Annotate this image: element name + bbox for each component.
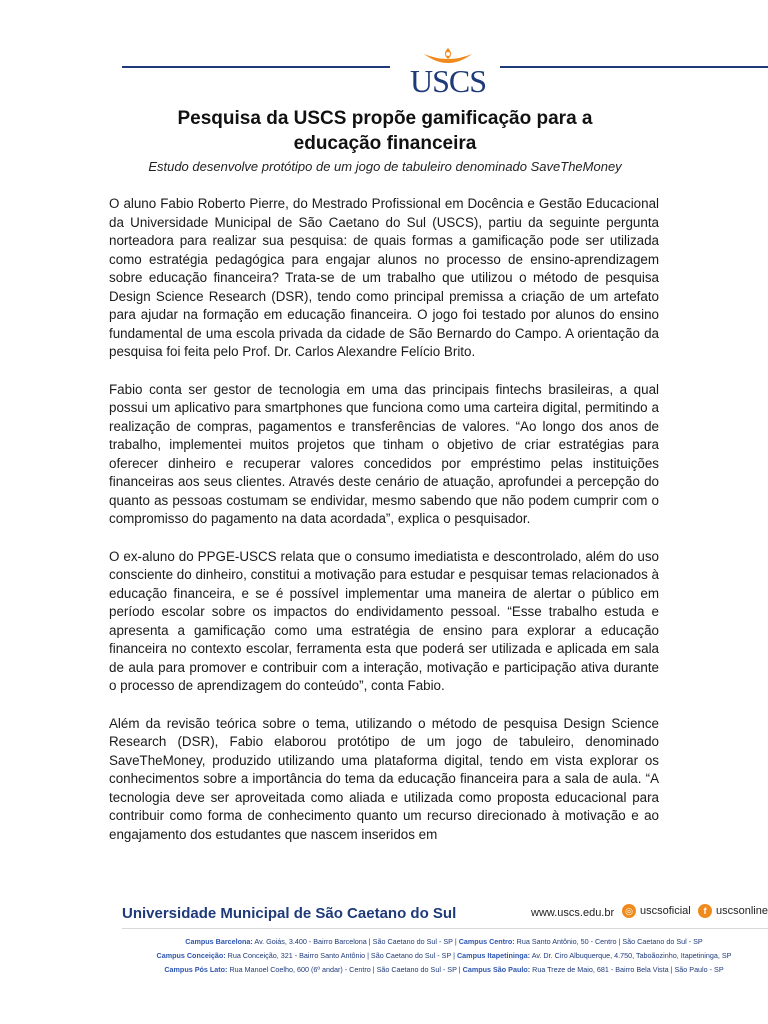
campus-line-2 bbox=[60, 950, 768, 962]
campus-centro-label: Campus Centro: bbox=[458, 937, 515, 946]
article-paragraph-3: O ex-aluno do PPGE-USCS relata que o consumo imediatista e descontrolado, além do uso consciente do dinheiro, constitui a motivação para estudar e pesquisar temas relacionados à educação financeira, e se é possível implementar uma maneira de alertar o público em período escolar sobre os impactos do endividamento pessoal. “Esse trabalho estuda e apresenta a gamificação como uma estratégia de ensino para explorar a educação financeira no contexto escolar, ferramenta esta que poderá ser utilizada e aplicada em sala de aula para promover e contribuir com a interação, motivação e participação ativa durante o processo de aprendizagem do conteúdo”, conta Fabio. bbox=[109, 548, 659, 693]
article-paragraph-1: O aluno Fabio Roberto Pierre, do Mestrado Profissional em Docência e Gestão Educacional da Universidade Municipal de São Caetano do Sul (USCS), partiu da seguinte pergunta norteadora para realizar sua pesquisa: de quais formas a gamificação pode ser utilizada como estratégia pedagógica para engajar alunos no processo de ensino-aprendizagem sobre educação financeira? Trata-se de um trabalho que utilizou o método de pesquisa Design Science Research (DSR), tendo como principal premissa a criação de um artefato para ajudar na formação em educação financeira. O jogo foi testado por alunos do ensino fundamental de uma escola privada da cidade de São Bernardo do Campo. A orientação da pesquisa foi feita pelo Prof. Dr. Carlos Alexandre Felício Brito. bbox=[109, 196, 659, 359]
campus-poslato-label: Campus Pós Lato: bbox=[164, 965, 228, 974]
facebook-link[interactable] bbox=[698, 904, 768, 918]
campus-centro-address: Rua Santo Antônio, 50 - Centro | São Caetano do Sul - SP bbox=[516, 937, 703, 946]
facebook-handle: uscsonline bbox=[716, 905, 768, 917]
facebook-icon: f bbox=[698, 904, 712, 918]
campus-poslato-address: Rua Manoel Coelho, 600 (6º andar) - Centro | São Caetano do Sul - SP | bbox=[229, 965, 461, 974]
page-title: Pesquisa da USCS propõe gamificação para a educação financeira bbox=[177, 108, 593, 154]
campus-conceicao-address: Rua Conceição, 321 - Bairro Santo Antônio | São Caetano do Sul - SP | bbox=[227, 951, 455, 960]
header-rule-left bbox=[122, 66, 390, 68]
instagram-icon: ◎ bbox=[622, 904, 636, 918]
article-paragraph-2: Fabio conta ser gestor de tecnologia em uma das principais fintechs brasileiras, a qual possui um aplicativo para smartphones que funciona como uma carteira digital, permitindo a realização de compras, pagamentos e transferências de valores. “Ao longo dos anos de trabalho, implementei muitos projetos que tinham o objetivo de criar estratégias para oferecer dinheiro e recuperar valores concedidos por empréstimo pelas instituições financeiras aos seus clientes. Através deste cenário de atuação, aprofundei a percepção do quanto as pessoas costumam se endividar, mesmo sabendo que não podem cumprir com o compromisso do pagamento na data acordada”, explica o pesquisador. bbox=[109, 381, 659, 526]
campus-saopaulo-address: Rua Treze de Maio, 681 - Bairro Bela Vista | São Paulo - SP bbox=[532, 965, 724, 974]
website-link[interactable]: www.uscs.edu.br bbox=[531, 907, 615, 919]
campus-itapetininga-label: Campus Itapetininga: bbox=[456, 951, 531, 960]
header-rule-right bbox=[500, 66, 768, 68]
instagram-handle: uscsoficial bbox=[640, 905, 691, 917]
article-body bbox=[109, 195, 659, 877]
campus-line-3 bbox=[60, 964, 768, 976]
campus-conceicao-label: Campus Conceição: bbox=[156, 951, 226, 960]
article-paragraph-4: Além da revisão teórica sobre o tema, utilizando o método de pesquisa Design Science Research (DSR), Fabio elaborou protótipo de um jogo de tabuleiro, denominado SaveTheMoney, produzido utilizando uma plataforma digital, tendo em vista explorar os conhecimentos sobre a importância do tema da educação financeira para a sala de aula. “A tecnologia deve ser aproveitada como aliada e utilizada como proposta educacional para contribuir como forma de conhecimento quanto um recurso direcionado à motivação e ao engajamento dos estudantes que nascem inseridos em bbox=[109, 715, 659, 842]
logo-text: USCS bbox=[409, 63, 487, 99]
uscs-logo bbox=[400, 48, 496, 100]
campus-barcelona-address: Av. Goiás, 3.400 - Bairro Barcelona | São Caetano do Sul - SP | bbox=[254, 937, 457, 946]
footer-brand: Universidade Municipal de São Caetano do Sul bbox=[122, 905, 457, 922]
campus-saopaulo-label: Campus São Paulo: bbox=[462, 965, 531, 974]
page-subtitle: Estudo desenvolve protótipo de um jogo de tabuleiro denominado SaveTheMoney bbox=[148, 159, 622, 174]
campus-line-1 bbox=[60, 936, 768, 948]
campus-itapetininga-address: Av. Dr. Ciro Albuquerque, 4.750, Taboãozinho, Itapetininga, SP bbox=[531, 951, 732, 960]
footer-divider bbox=[122, 928, 768, 929]
instagram-link[interactable] bbox=[622, 904, 691, 918]
campus-barcelona-label: Campus Barcelona: bbox=[185, 937, 253, 946]
